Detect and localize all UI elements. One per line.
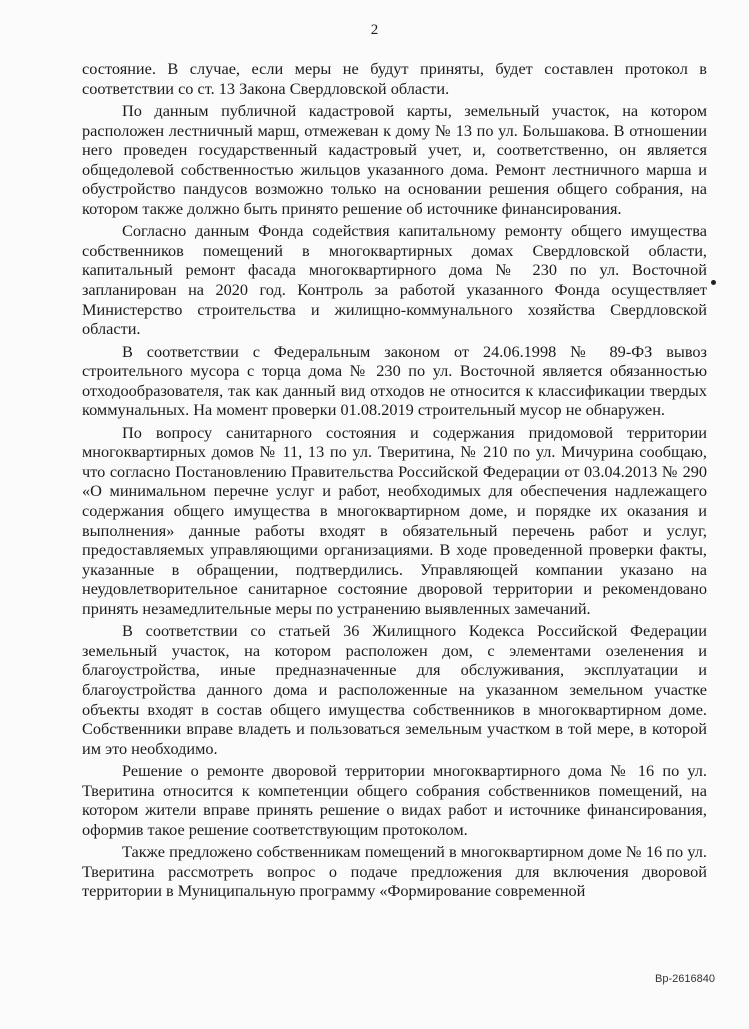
paragraph-capital-repair-fund: Согласно данным Фонда содействия капитальному ремонту общего имущества собственников помещений в многоквартирных домах Свердловской области, капитальный ремонт фасада многоквартирного дома № 230 по ул. Восточной запланирован на 2020 год. Контроль за работой указанного Фонда осуществляет Министерство строительства и жилищно-коммунального хозяйства Свердловской области. — [82, 221, 707, 339]
paragraph-sanitary-condition: По вопросу санитарного состояния и содержания придомовой территории многоквартирных домов № 11, 13 по ул. Тверитина, № 210 по ул. Мичурина сообщаю, что согласно Постановлению Правительства Российской Федерации от 03.04.2013 № 290 «О минимальном перечне услуг и работ, необходимых для обеспечения надлежащего содержания общего имущества в многоквартирном доме, и порядке их оказания и выполнения» данные работы входят в обязательный перечень работ и услуг, предоставляемых управляющими организациями. В ходе проведенной проверки факты, указанные в обращении, подтвердились. Управляющей компании указано на неудовлетворительное санитарное состояние дворовой территории и рекомендовано принять незамедлительные меры по устранению выявленных замечаний. — [82, 422, 707, 618]
paragraph-housing-code: В соответствии со статьей 36 Жилищного Кодекса Российской Федерации земельный участок, на котором расположен дом, с элементами озеленения и благоустройства, иные предназначенные для обслуживания, эксплуатации и благоустройства данного дома и расположенные на указанном земельном участке объекты входят в состав общего имущества собственников в многоквартирном доме. Собственники вправе владеть и пользоваться земельным участком в той мере, в которой им это необходимо. — [82, 621, 707, 758]
paragraph-municipal-program: Также предложено собственникам помещений в многоквартирном доме № 16 по ул. Тверитина рассмотреть вопрос о подаче предложения для включения дворовой территории в Муниципальную программу «Формирование современной — [82, 842, 707, 901]
document-code: Вр-2616840 — [655, 973, 715, 985]
letter-body — [82, 59, 707, 901]
paragraph-continuation: состояние. В случае, если меры не будут приняты, будет составлен протокол в соответствии со ст. 13 Закона Свердловской области. — [82, 59, 707, 98]
paragraph-cadastral-map: По данным публичной кадастровой карты, земельный участок, на котором расположен лестничный марш, отмежеван к дому № 13 по ул. Большакова. В отношении него проведен государственный кадастровый учет, и, соответственно, он является общедолевой собственностью жильцов указанного дома. Ремонт лестничного марша и обустройство пандусов возможно только на основании решения общего собрания, на котором также должно быть принято решение об источнике финансирования. — [82, 101, 707, 218]
page-number: 2 — [370, 22, 379, 38]
scan-speck — [711, 280, 716, 285]
paragraph-yard-repair: Решение о ремонте дворовой территории многоквартирного дома № 16 по ул. Тверитина относится к компетенции общего собрания собственников помещений, на котором жители вправе принять решение о видах работ и источнике финансирования, оформив такое решение соответствующим протоколом. — [82, 761, 707, 839]
paragraph-construction-waste: В соответствии с Федеральным законом от 24.06.1998 № 89-ФЗ вывоз строительного мусора с торца дома № 230 по ул. Восточной является обязанностью отходообразователя, так как данный вид отходов не относится к классификации твердых коммунальных. На момент проверки 01.08.2019 строительный мусор не обнаружен. — [82, 341, 707, 420]
